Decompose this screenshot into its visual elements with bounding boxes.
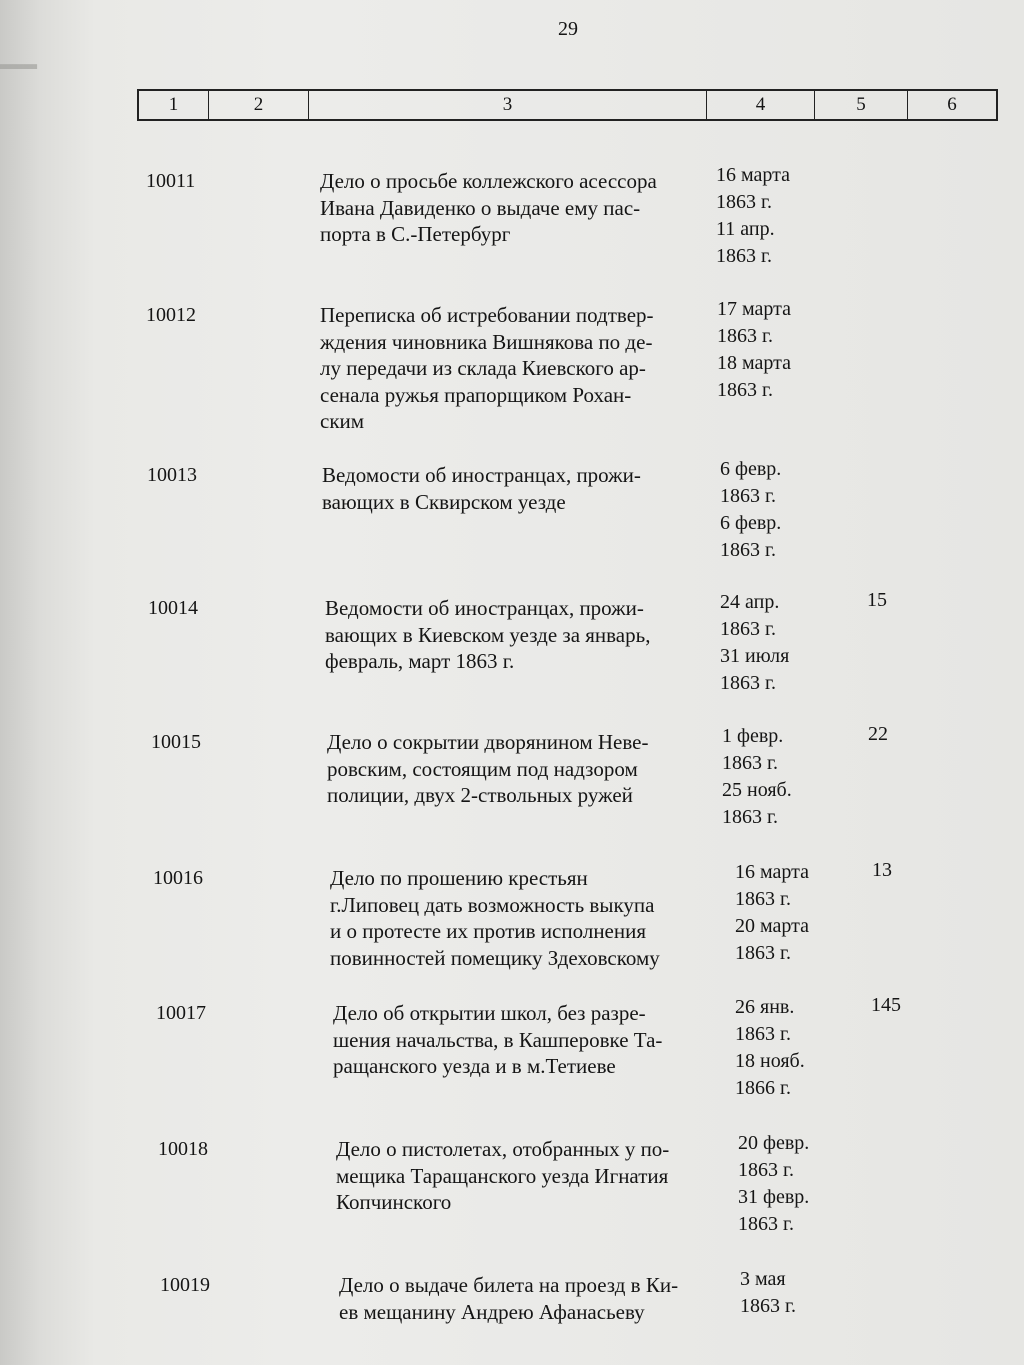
record-date-line: 1863 г. — [735, 942, 791, 964]
record-number: 10015 — [151, 731, 201, 753]
record-date-line: 24 апр. — [720, 591, 780, 613]
column-header: 2 — [209, 91, 309, 119]
record-date-line: 20 февр. — [738, 1132, 810, 1154]
column-header: 1 — [139, 91, 209, 119]
record-date-line: 1863 г. — [717, 325, 773, 347]
record-date-line: 1863 г. — [720, 539, 776, 561]
record-title-line: Переписка об истребовании подтвер- — [320, 303, 654, 327]
record-title-line: лу передачи из склада Киевского ар- — [320, 356, 646, 380]
record-dates — [735, 994, 805, 1102]
record-number: 10013 — [147, 464, 197, 486]
record-date-line: 1863 г. — [716, 245, 772, 267]
record-number: 10014 — [148, 597, 198, 619]
record-title-line: порта в С.-Петербург — [320, 222, 511, 246]
left-page-edge: ▂▂▂ — [0, 52, 37, 69]
record-title — [325, 595, 715, 675]
record-title-line: ждения чиновника Вишнякова по де- — [320, 329, 653, 354]
record-date-line: 31 июля — [720, 645, 790, 667]
record-title-line: февраль, март 1863 г. — [325, 649, 515, 673]
record-date-line: 16 марта — [735, 861, 809, 883]
record-number: 10017 — [156, 1002, 206, 1024]
record-title — [330, 865, 720, 971]
record-title — [339, 1272, 729, 1325]
record-date-line: 6 февр. — [720, 512, 782, 534]
record-title — [320, 302, 710, 435]
record-date-line: 6 февр. — [720, 458, 782, 480]
record-number: 10019 — [160, 1274, 210, 1296]
record-title-line: шения начальства, в Кашперовке Та- — [333, 1027, 663, 1052]
record-title-line: Дело об открытии школ, без разре- — [333, 1001, 646, 1025]
record-title-line: Дело о выдаче билета на проезд в Ки- — [339, 1273, 679, 1297]
page-number: 29 — [558, 18, 578, 40]
record-title-line: ровским, состоящим под надзором — [327, 756, 638, 781]
column-header: 4 — [707, 91, 815, 119]
record-date-line: 1863 г. — [720, 618, 776, 640]
record-date-line: 1 февр. — [722, 725, 784, 747]
record-date-line: 1863 г. — [738, 1213, 794, 1235]
record-title — [320, 168, 710, 248]
record-title-line: г.Липовец дать возможность выкупа — [330, 892, 655, 917]
record-title — [333, 1000, 723, 1080]
column-header: 3 — [309, 91, 707, 119]
record-date-line: 1863 г. — [716, 191, 772, 213]
record-title-line: Дело о сокрытии дворянином Неве- — [327, 730, 649, 754]
record-date-line: 18 нояб. — [735, 1050, 805, 1072]
record-title-line: и о протесте их против исполнения — [330, 919, 647, 943]
record-dates — [738, 1130, 809, 1238]
record-date-line: 20 марта — [735, 915, 809, 937]
record-date-line: 16 марта — [716, 164, 790, 186]
record-date-line: 31 февр. — [738, 1186, 810, 1208]
record-title — [327, 729, 717, 809]
record-title-line: вающих в Сквирском уезде — [322, 489, 566, 514]
record-number: 10012 — [146, 304, 196, 326]
record-number: 10016 — [153, 867, 203, 889]
record-title-line: Ивана Давиденко о выдаче ему пас- — [320, 195, 641, 220]
column-header: 6 — [947, 94, 957, 115]
record-title-line: Дело о просьбе коллежского асессора — [320, 169, 657, 193]
record-title-line: мещика Таращанского уезда Игнатия — [336, 1163, 669, 1188]
record-title-line: ращанского уезда и в м.Тетиеве — [333, 1054, 616, 1078]
record-date-line: 11 апр. — [716, 218, 775, 240]
record-title-line: повинностей помещику Здеховскому — [330, 945, 660, 970]
record-number: 10018 — [158, 1138, 208, 1160]
record-title-line: Дело по прошению крестьян — [330, 866, 588, 890]
record-dates — [722, 723, 792, 831]
record-title-line: Дело о пистолетах, отобранных у по- — [336, 1137, 670, 1161]
record-dates — [717, 296, 791, 404]
record-title-line: ским — [320, 409, 365, 433]
record-date-line: 26 янв. — [735, 996, 795, 1018]
column-header: 5 — [815, 91, 908, 119]
record-date-line: 1863 г. — [720, 672, 776, 694]
record-sheet-count: 22 — [868, 723, 888, 745]
record-date-line: 3 мая — [740, 1268, 786, 1290]
record-date-line: 1863 г. — [740, 1295, 796, 1317]
record-date-line: 1863 г. — [722, 806, 778, 828]
record-sheet-count: 15 — [867, 589, 887, 611]
record-title-line: вающих в Киевском уезде за январь, — [325, 622, 651, 647]
record-dates — [716, 162, 790, 270]
record-date-line: 17 марта — [717, 298, 791, 320]
record-date-line: 1863 г. — [738, 1159, 794, 1181]
record-title — [336, 1136, 726, 1216]
record-dates — [735, 859, 809, 967]
record-date-line: 1866 г. — [735, 1077, 791, 1099]
record-date-line: 25 нояб. — [722, 779, 792, 801]
record-dates — [720, 589, 789, 697]
record-sheet-count: 13 — [872, 859, 892, 881]
record-title-line: полиции, двух 2-ствольных ружей — [327, 783, 633, 807]
table-header-row — [137, 89, 998, 121]
record-date-line: 1863 г. — [722, 752, 778, 774]
record-title — [322, 462, 712, 515]
record-sheet-count: 145 — [871, 994, 901, 1016]
record-number: 10011 — [146, 170, 196, 192]
record-date-line: 18 марта — [717, 352, 791, 374]
record-title-line: Копчинского — [336, 1190, 452, 1214]
record-dates — [720, 456, 781, 564]
record-title-line: Ведомости об иностранцах, прожи- — [322, 463, 641, 487]
record-dates — [740, 1266, 796, 1320]
record-date-line: 1863 г. — [720, 485, 776, 507]
record-title-line: сенала ружья прапорщиком Рохан- — [320, 382, 632, 407]
record-date-line: 1863 г. — [735, 888, 791, 910]
record-date-line: 1863 г. — [735, 1023, 791, 1045]
record-title-line: Ведомости об иностранцах, прожи- — [325, 596, 644, 620]
record-date-line: 1863 г. — [717, 379, 773, 401]
record-title-line: ев мещанину Андрею Афанасьеву — [339, 1299, 645, 1324]
